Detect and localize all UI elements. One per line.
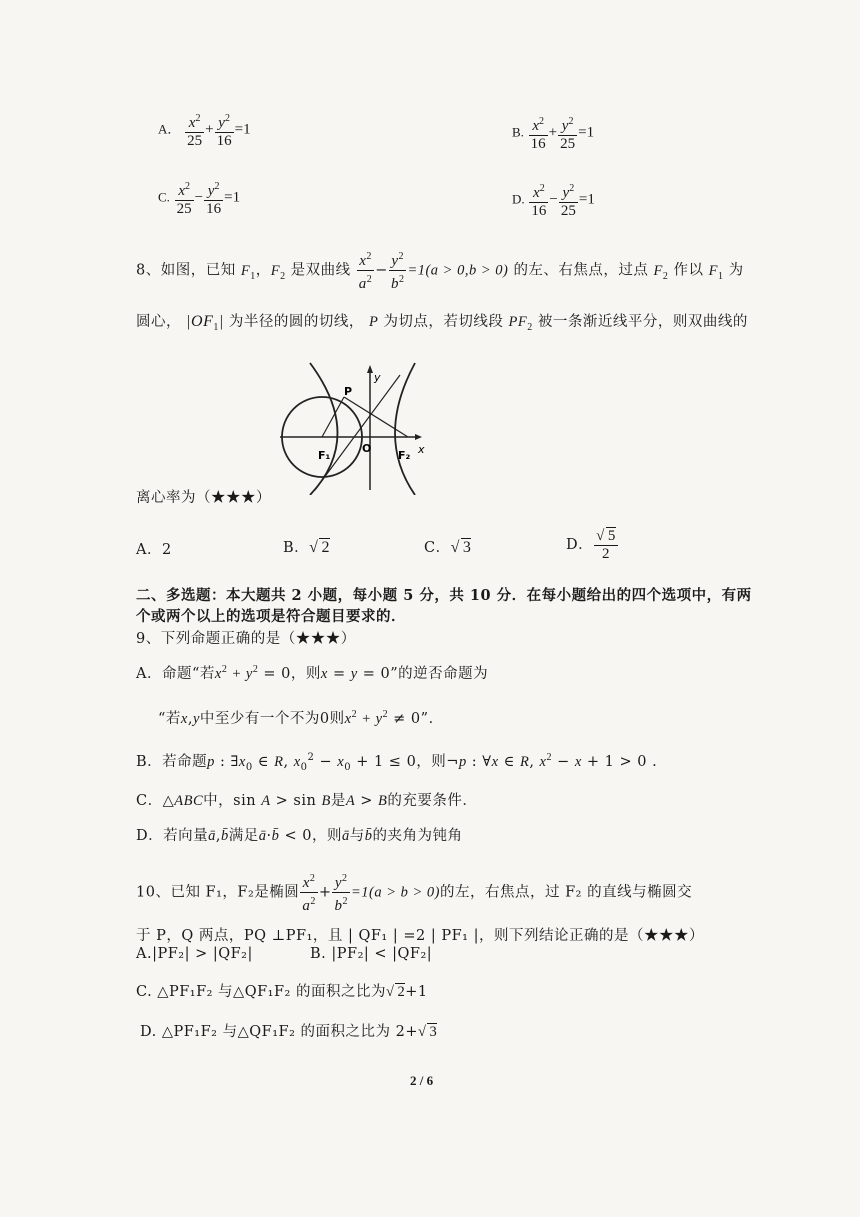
option-label: A． xyxy=(158,121,181,137)
section-2-heading-line-2: 个或两个以上的选项是符合题目要求的． xyxy=(136,608,406,625)
text: A．命题“若 xyxy=(136,666,215,682)
text: 10、已知 F₁，F₂是椭圆 xyxy=(136,884,300,901)
text: 满足 xyxy=(228,828,259,844)
condition: =1(a > 0,b > 0) xyxy=(407,262,509,279)
page-number: 2 / 6 xyxy=(410,1073,434,1088)
q10-option-c: C. △PF₁F₂ 与△QF₁F₂ 的面积之比为√ 2+1 xyxy=(136,984,428,1000)
equation-rhs: =1 xyxy=(578,191,595,208)
text: 与 xyxy=(349,828,365,844)
hyperbola-figure xyxy=(270,355,430,495)
text: “若 xyxy=(158,711,181,727)
text: 中， xyxy=(203,793,234,809)
text: 的左，右焦点，过 F₂ 的直线与椭圆交 xyxy=(439,884,693,901)
text: ”． xyxy=(420,711,444,727)
text: D．若向量 xyxy=(136,828,209,844)
x-axis-arrow xyxy=(415,434,422,440)
q9-option-b: B．若命题p : $\exists x_0$ ∈ R, $x_0^2 - x_0 + 1 \le 0$，则¬p : ∀x ∈ R, $x^2 - x + 1 > 0$ . xyxy=(136,752,658,773)
text: 为 xyxy=(728,262,744,279)
text: 8、如图，已知 xyxy=(136,262,236,279)
q7-option-d: D. $\frac{x^2}{16}$ − $\frac{y^2}{25}$ =1 xyxy=(512,183,595,219)
option-label: B． xyxy=(283,540,310,556)
label-f1: F₁ xyxy=(318,449,331,462)
text: 则 xyxy=(329,711,345,727)
q10-option-b: B. |PF₂| < |QF₂| xyxy=(310,946,433,962)
text: ”的逆否命题为 xyxy=(390,666,489,682)
q10-option-a: A.|PF₂| > |QF₂| xyxy=(136,946,253,962)
q9-option-c: C．△ABC中，sin A > sin B是A > B的充要条件． xyxy=(136,793,478,809)
text: +1 xyxy=(405,984,428,1000)
text: 被一条渐近线平分，则双曲线的 xyxy=(537,314,748,330)
text: C. △PF₁F₂ 与△QF₁F₂ 的面积之比为 xyxy=(136,984,386,1000)
text: 是 xyxy=(330,793,346,809)
text: 的夹角为钝角 xyxy=(372,828,463,844)
text: C． xyxy=(136,793,163,809)
text: 是双曲线 xyxy=(290,262,351,279)
condition: =1(a > b > 0) xyxy=(350,884,440,901)
text: ，则 xyxy=(290,666,321,682)
label-y: y xyxy=(374,371,381,384)
text: 作以 xyxy=(673,262,704,279)
q8-line-3: 离心率为（★★★） xyxy=(136,490,271,506)
q9-option-a-line-2: “若x,y中至少有一个不为0则$x^2 + y^2 \ne 0$”． xyxy=(158,709,444,727)
q7-option-c: C. $\frac{x^2}{25}$ − $\frac{y^2}{16}$ =1 xyxy=(158,181,241,217)
q8-option-c: C．√ 3 xyxy=(424,539,472,556)
q8-option-b: B．√ 2 xyxy=(283,539,330,556)
text: 为切点，若切线段 xyxy=(383,314,504,330)
label-x: x xyxy=(418,443,425,456)
option-label: C． xyxy=(424,540,451,556)
option-label: D． xyxy=(566,537,594,553)
q10-line-2: 于 P，Q 两点，PQ ⊥PF₁，且 | QF₁ | =2 | PF₁ |，则下列结论正确的是（★★★） xyxy=(136,928,704,944)
text: ，则 xyxy=(416,754,447,770)
label-f2: F₂ xyxy=(398,449,411,462)
text: 为半径的圆的切线， xyxy=(228,314,364,330)
text: B．若命题 xyxy=(136,754,208,770)
option-label: D. xyxy=(512,191,525,207)
text: 的左、右焦点，过点 xyxy=(513,262,649,279)
label-p: P xyxy=(344,385,353,398)
text: ，则 xyxy=(311,828,342,844)
q8-option-d: D． $\frac{√ 5}{2}$ xyxy=(566,528,616,562)
section-2-heading-line-1: 二、多选题：本大题共 2 小题，每小题 5 分，共 10 分．在每小题给出的四个选项中，有两 xyxy=(136,587,752,604)
q9-option-a-line-1: A．命题“若$x^2 + y^2 = 0$，则x = y = 0”的逆否命题为 xyxy=(136,664,489,682)
q8-line-2: 圆心， $|OF_1|$ 为半径的圆的切线， P 为切点，若切线段 $PF_2$ 被一条渐近线平分，则双曲线的 xyxy=(136,313,748,334)
right-branch xyxy=(395,363,415,495)
q10-line-1: 10、已知 F₁，F₂是椭圆 $\frac{x^2}{a^2}$ + $\frac{y^2}{b^2}$ =1(a > b > 0)的左，右焦点，过 F₂ 的直线与椭圆交 xyxy=(136,873,693,914)
text: 中至少有一个不为 xyxy=(199,711,320,727)
equation-rhs: =1 xyxy=(234,121,251,138)
text: 圆心， xyxy=(136,314,181,330)
equation-rhs: =1 xyxy=(224,189,241,206)
q8-option-a: A．2 xyxy=(136,542,172,558)
y-axis-arrow xyxy=(367,365,373,373)
equation-rhs: =1 xyxy=(578,124,595,141)
text: 的充要条件． xyxy=(387,793,478,809)
option-label: B. xyxy=(512,124,524,140)
q9-option-d: D．若向量ā,b̄满足ā·b̄ < 0，则ā与b̄的夹角为钝角 xyxy=(136,828,463,844)
q10-option-d: D. △PF₁F₂ 与△QF₁F₂ 的面积之比为 2+√ 3 xyxy=(140,1024,438,1040)
option-label: C. xyxy=(158,189,170,205)
q7-option-a: A． $\frac{x^2}{25}$ + $\frac{y^2}{16}$ =1 xyxy=(158,113,251,149)
label-o: O xyxy=(362,442,372,455)
q8-line-1: 8、如图，已知 $F_1$，$F_2$ 是双曲线 $\frac{x^2}{a^2}$ − $\frac{y^2}{b^2}$ =1(a > 0,b > 0) 的左、右焦点，过点 $F_2$ 作以 $F_1$ 为 xyxy=(136,251,744,292)
text: D. △PF₁F₂ 与△QF₁F₂ 的面积之比为 2+ xyxy=(140,1024,418,1040)
q7-option-b: B. $\frac{x^2}{16}$ + $\frac{y^2}{25}$ =1 xyxy=(512,116,595,152)
q9-stem: 9、下列命题正确的是（★★★） xyxy=(136,631,356,647)
